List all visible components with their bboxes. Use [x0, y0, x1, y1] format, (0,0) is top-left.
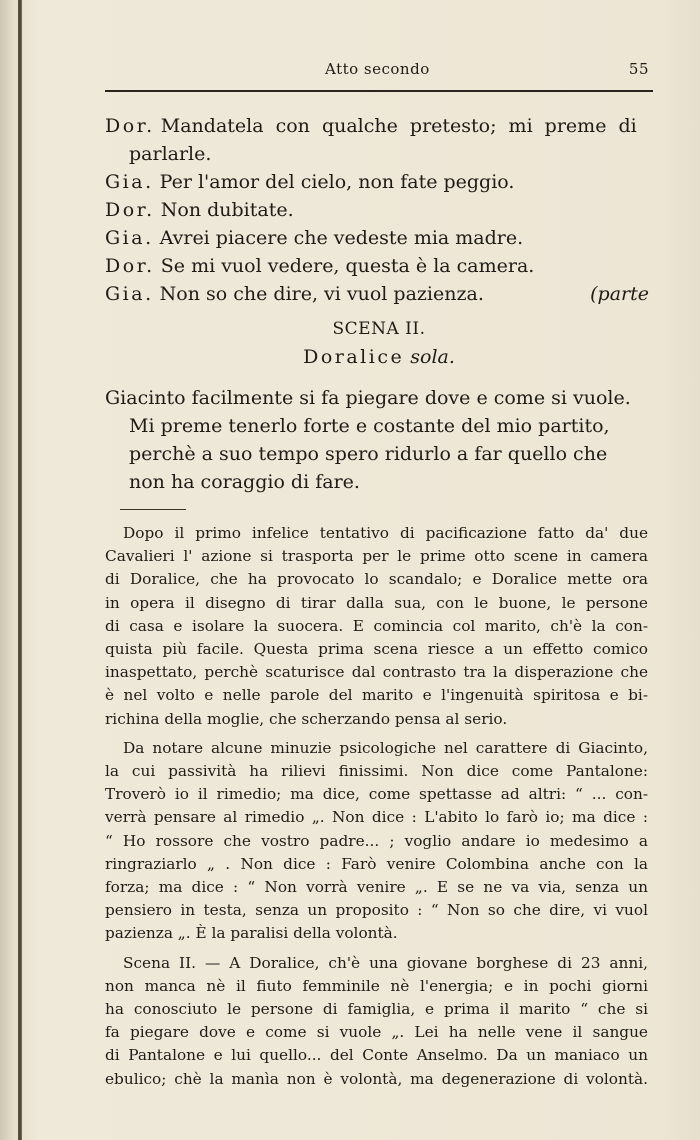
dialogue-text: Avrei piacere che vedeste mia madre.	[159, 227, 524, 249]
commentary-paragraph	[105, 952, 648, 1091]
running-title: Atto secondo	[325, 60, 430, 78]
commentary-line: di Pantalone e lui quello... del Conte Anselmo. Da un maniaco un	[105, 1046, 648, 1065]
play-text	[105, 112, 653, 496]
speaker-tag: Dor.	[105, 255, 155, 277]
dialogue-line	[105, 252, 653, 280]
commentary-line: pensiero in testa, senza un proposito : “ Non so che dire, vi vuol	[105, 901, 648, 920]
commentary-line: verrà pensare al rimedio „. Non dice : L'abito lo farò io; ma dice :	[105, 808, 648, 827]
commentary-paragraph	[105, 522, 648, 731]
commentary-line: di casa e isolare la suocera. E comincia col marito, ch'è la con-	[105, 616, 648, 635]
running-header	[105, 60, 653, 82]
commentary-line: inaspettato, perchè scaturisce dal contrasto tra la disperazione che	[105, 663, 648, 682]
dialogue-line	[105, 112, 653, 140]
footnote-rule	[120, 509, 186, 510]
stage-direction: (parte	[590, 283, 649, 305]
dialogue-line	[105, 224, 653, 252]
commentary-line: Dopo il primo infelice tentativo di pacificazione fatto da' due	[123, 524, 648, 542]
dialogue-line	[105, 280, 653, 308]
monologue-line: perchè a suo tempo spero ridurlo a far quello che	[129, 443, 608, 465]
commentary-line: quista più facile. Questa prima scena riesce a un effetto comico	[105, 640, 648, 659]
commentary-line: in opera il disegno di tirar dalla sua, con le buone, le persone	[105, 593, 648, 612]
commentary-line: ebulico; chè la manìa non è volontà, ma degenerazione di volontà.	[105, 1069, 648, 1088]
scene-heading: SCENA II.	[332, 319, 426, 339]
commentary-line: Cavalieri l' azione si trasporta per le prime otto scene in camera	[105, 547, 648, 566]
dialogue-text: parlarle.	[129, 143, 212, 165]
dialogue-line	[105, 168, 653, 196]
commentary-line: Da notare alcune minuzie psicologiche nel carattere di Giacinto,	[123, 738, 648, 757]
character-name: Doralice	[303, 346, 405, 368]
dialogue-line	[105, 196, 653, 224]
speaker-tag: Dor.	[105, 115, 155, 137]
speaker-tag: Gia.	[105, 171, 154, 193]
header-rule	[105, 90, 653, 92]
scene-character	[105, 342, 653, 372]
commentary-line: fa piegare dove e come si vuole „. Lei ha nelle vene il sangue	[105, 1023, 648, 1042]
commentary-line: richina della moglie, che scherzando pensa al serio.	[105, 709, 508, 728]
speaker-tag: Dor.	[105, 199, 155, 221]
commentary-line: forza; ma dice : “ Non vorrà venire „. E se ne va via, senza un	[105, 878, 648, 897]
commentary	[105, 522, 648, 1091]
dialogue-text: Per l'amor del cielo, non fate peggio.	[159, 171, 515, 193]
commentary-line: “ Ho rossore che vostro padre... ; voglio andare io medesimo a	[105, 831, 648, 850]
commentary-line: la cui passività ha rilievi finissimi. Non dice come Pantalone:	[105, 762, 648, 781]
commentary-line: Scena II. — A Doralice, ch'è una giovane borghese di 23 anni,	[123, 953, 648, 972]
commentary-paragraph	[105, 737, 648, 946]
dialogue-line	[105, 140, 653, 168]
dialogue-text: Mandatela con qualche pretesto; mi preme di	[160, 115, 637, 137]
page-number: 55	[628, 60, 649, 78]
monologue-line: Giacinto facilmente si fa piegare dove e come si vuole.	[105, 387, 631, 409]
dialogue-text: Non dubitate.	[160, 199, 294, 221]
dialogue-text: Non so che dire, vi vuol pazienza.	[159, 283, 484, 305]
character-direction: sola.	[410, 346, 455, 368]
book-gutter	[18, 0, 22, 1140]
monologue-line: Mi preme tenerlo forte e costante del mio partito,	[129, 415, 610, 437]
dialogue-text: Se mi vuol vedere, questa è la camera.	[160, 255, 535, 277]
commentary-line: è nel volto e nelle parole del marito e l'ingenuità spiritosa e bi-	[105, 686, 648, 705]
commentary-line: ha conosciuto le persone di famiglia, e prima il marito “ che si	[105, 1000, 648, 1019]
commentary-line: non manca nè il fiuto femminile nè l'energia; e in pochi giorni	[105, 976, 648, 995]
speaker-tag: Gia.	[105, 283, 154, 305]
monologue-line: non ha coraggio di fare.	[129, 471, 360, 493]
speaker-tag: Gia.	[105, 227, 154, 249]
monologue	[105, 384, 653, 496]
commentary-line: ringraziarlo „ . Non dice : Farò venire Colombina anche con la	[105, 854, 648, 873]
commentary-line: pazienza „. È la paralisi della volontà.	[105, 924, 398, 943]
commentary-line: di Doralice, che ha provocato lo scandalo; e Doralice mette ora	[105, 570, 648, 589]
commentary-line: Troverò io il rimedio; ma dice, come spettasse ad altri: “ ... con-	[105, 785, 648, 804]
